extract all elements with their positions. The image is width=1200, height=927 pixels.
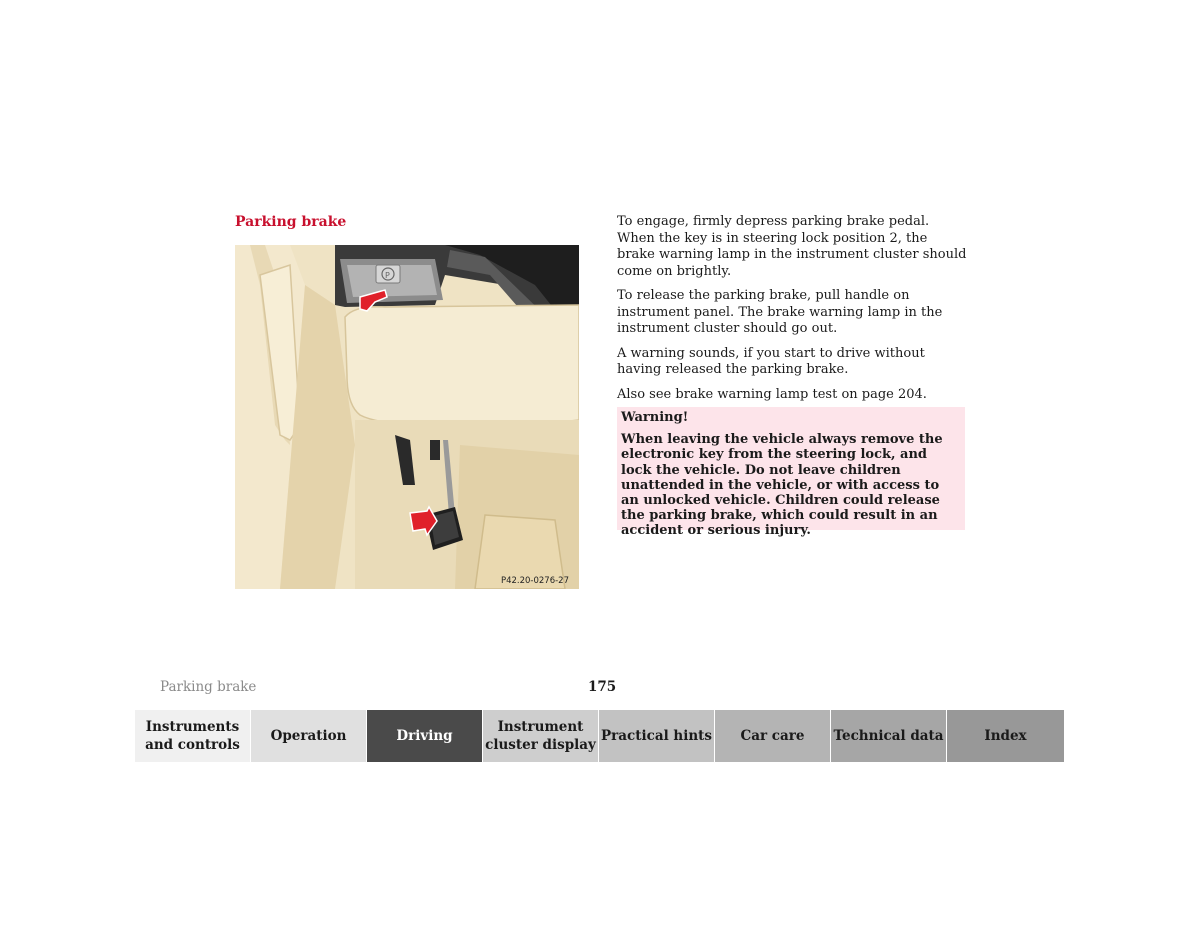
warning-text: When leaving the vehicle always remove the electronic key from the steering lock, and lock the vehicle. Do not leave children unattended in the vehicle, or with access to an unlocked vehicle. Children could release the parking brake, which could result in an accident or serious injury. <box>621 432 943 539</box>
tab-practical-hints[interactable]: Practical hints <box>599 710 715 762</box>
tab-car-care[interactable]: Car care <box>715 710 831 762</box>
page-number: 175 <box>588 679 617 695</box>
tab-instrument-cluster-display[interactable]: Instrument cluster display <box>483 710 599 762</box>
illustration-drawing <box>235 245 579 589</box>
figure-code: P42.20-0276-27 <box>500 576 569 586</box>
tab-driving[interactable]: Driving <box>367 710 483 762</box>
paragraph-warning-sound: A warning sounds, if you start to drive without having released the parking brake. <box>617 345 925 377</box>
parking-brake-illustration <box>235 245 579 589</box>
footer-section-title: Parking brake <box>160 679 257 695</box>
section-heading: Parking brake <box>235 214 347 230</box>
paragraph-release: To release the parking brake, pull handle on instrument panel. The brake warning lamp in the instrument cluster should go out. <box>617 288 943 336</box>
instructions-text <box>617 214 967 411</box>
tab-index[interactable]: Index <box>947 710 1064 762</box>
warning-title: Warning! <box>621 410 689 425</box>
tab-instruments-and-controls[interactable]: Instruments and controls <box>135 710 251 762</box>
tab-operation[interactable]: Operation <box>251 710 367 762</box>
svg-text:P: P <box>385 271 390 280</box>
paragraph-engage: To engage, firmly depress parking brake pedal. When the key is in steering lock position 2, the brake warning lamp in the instrument cluster should come on brightly. <box>617 214 967 279</box>
tab-technical-data[interactable]: Technical data <box>831 710 947 762</box>
paragraph-see-also: Also see brake warning lamp test on page 204. <box>617 386 927 402</box>
warning-box <box>617 407 965 539</box>
chapter-nav <box>135 710 1064 762</box>
